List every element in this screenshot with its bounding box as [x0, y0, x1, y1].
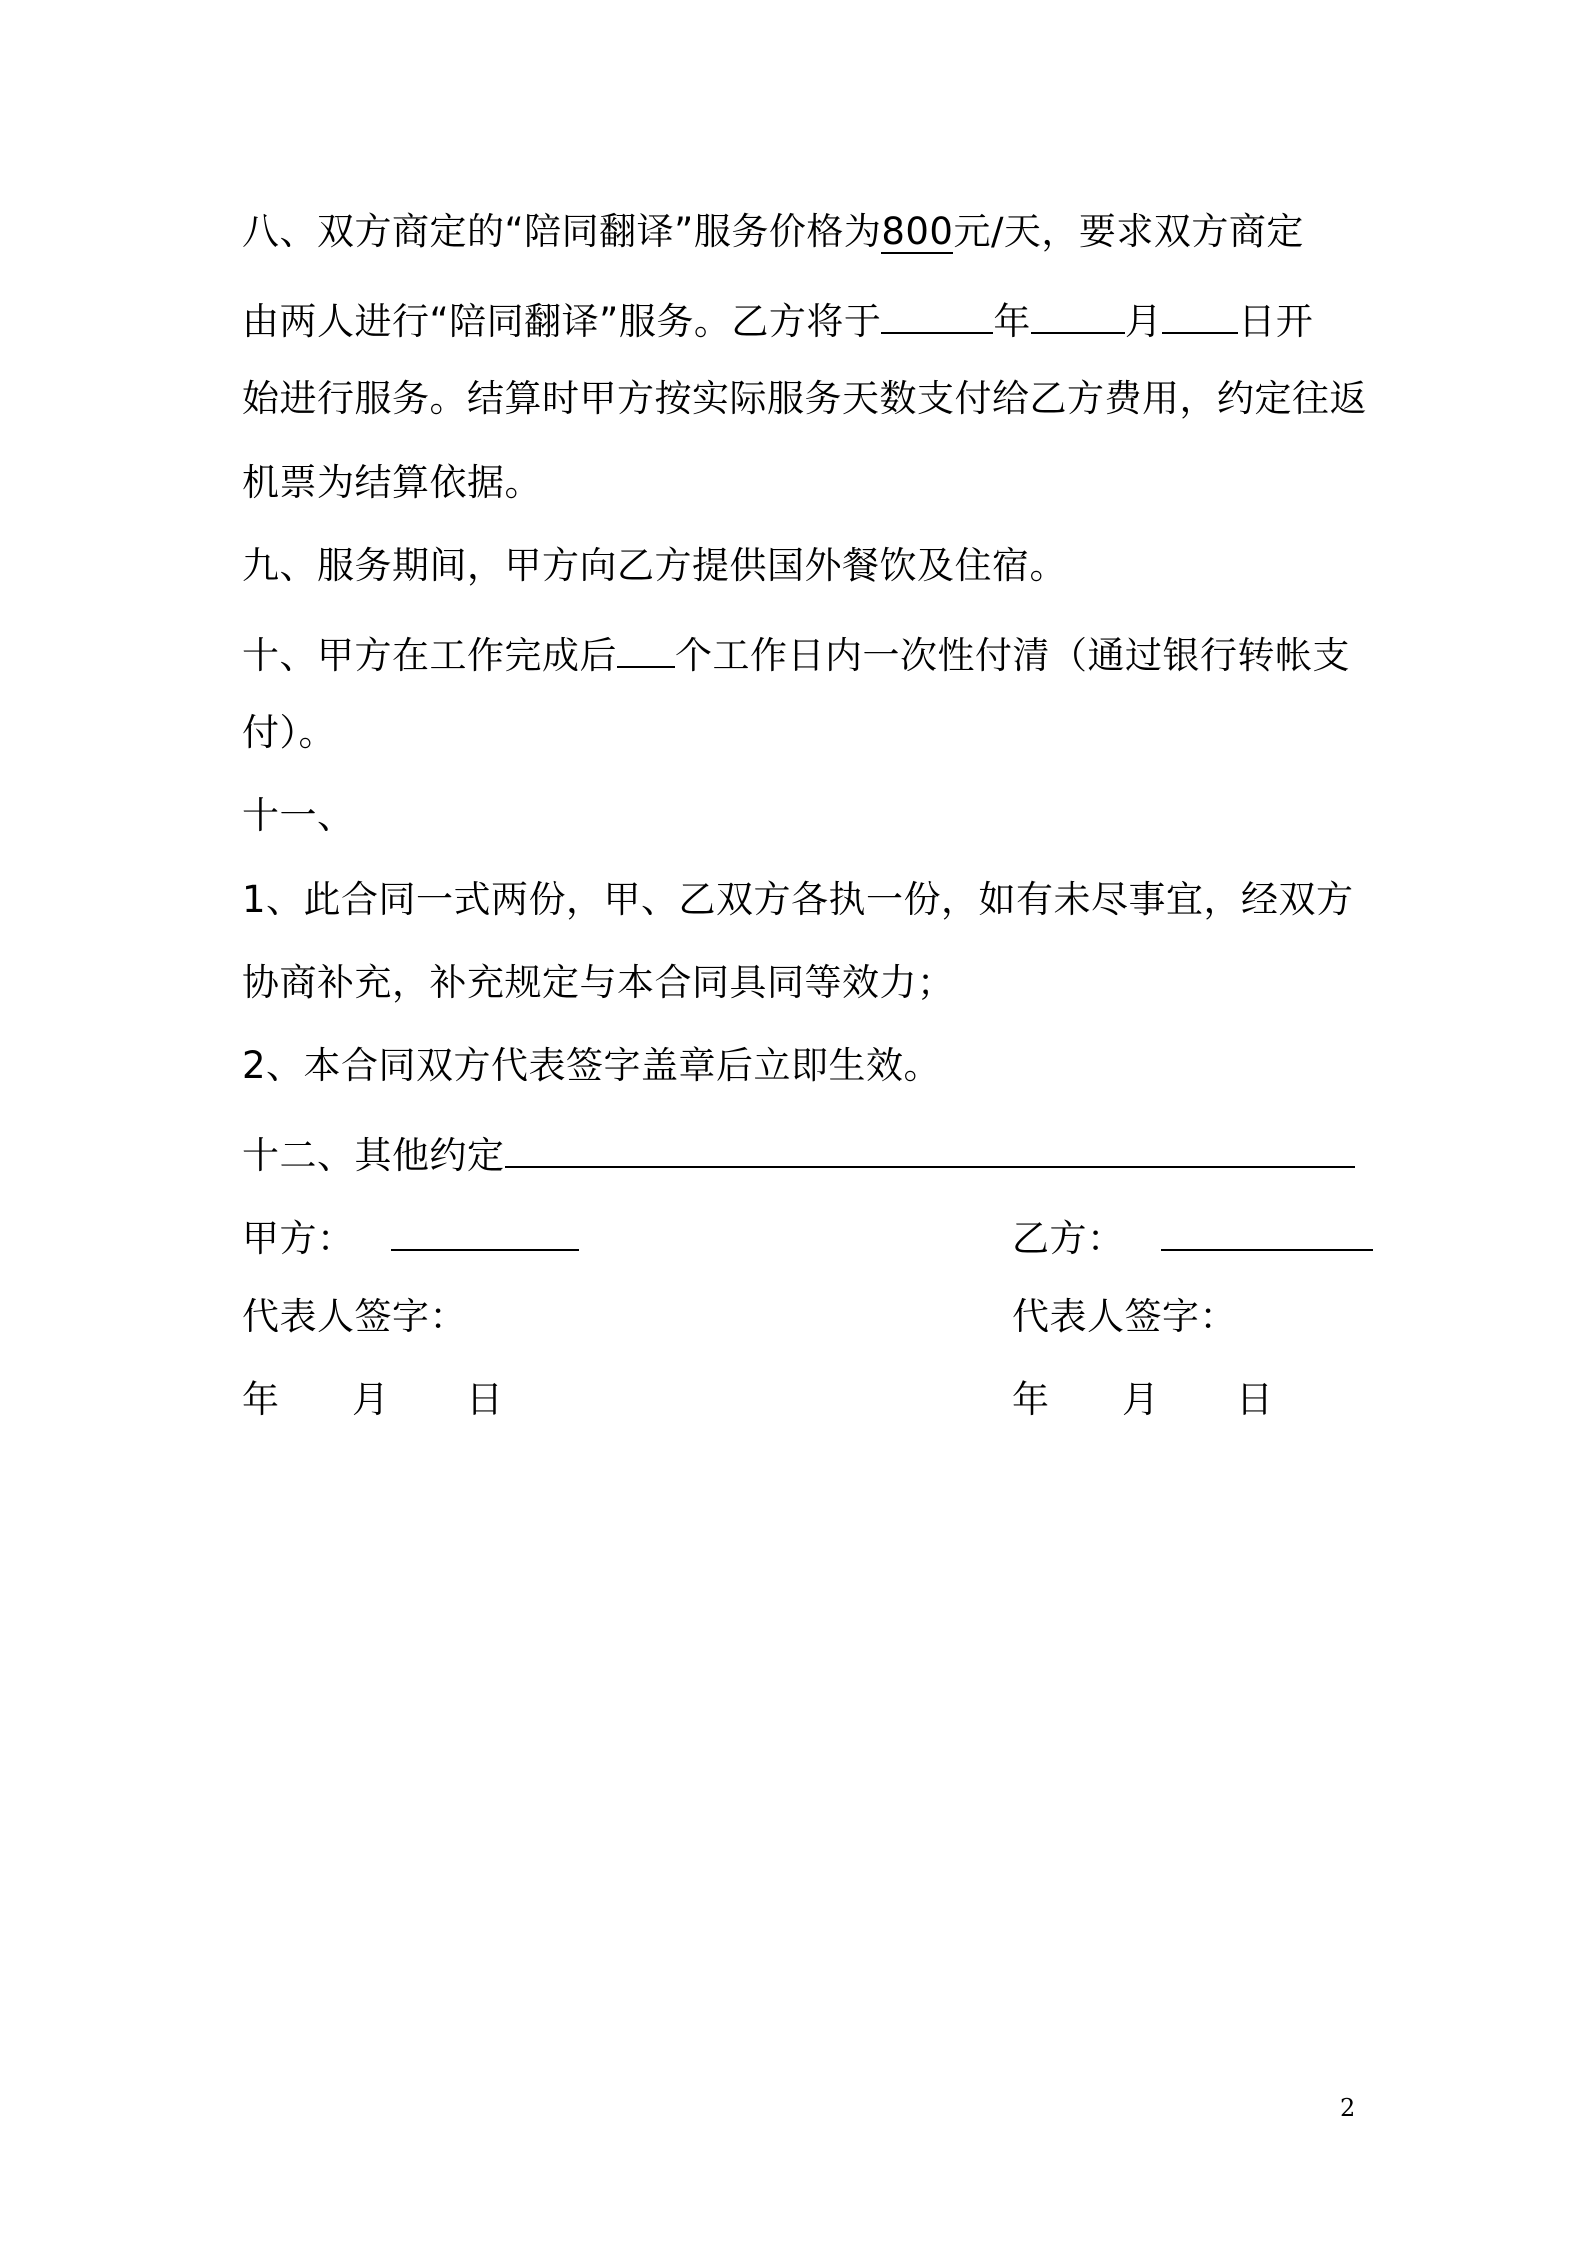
clause-10-line-2: 付）。 — [242, 711, 336, 754]
date-b-year: 年 — [1012, 1378, 1050, 1421]
clause-11-item-2: 2、本合同双方代表签字盖章后立即生效。 — [242, 1044, 942, 1087]
clause-10-text: 十、甲方在工作完成后 — [242, 634, 617, 677]
signature-row-rep — [242, 1293, 1362, 1341]
clause-8-text: 元/天，要求双方商定 — [953, 210, 1304, 253]
clause-11-item-1-line-2: 协商补充，补充规定与本合同具同等效力； — [242, 961, 955, 1004]
month-label: 月 — [1124, 300, 1163, 343]
date-a-day: 日 — [466, 1378, 504, 1421]
party-b-group — [1012, 1209, 1373, 1263]
other-terms-blank — [505, 1126, 1355, 1168]
page-number: 2 — [1340, 2094, 1356, 2122]
clause-10-text: 个工作日内一次性付清（通过银行转帐支 — [675, 634, 1350, 677]
party-a-blank — [391, 1209, 579, 1251]
clause-9: 九、服务期间，甲方向乙方提供国外餐饮及住宿。 — [242, 544, 1067, 587]
party-a-label: 甲方： — [242, 1217, 355, 1260]
year-label: 年 — [993, 300, 1031, 343]
rep-a-label: 代表人签字： — [242, 1295, 467, 1338]
party-b-blank — [1161, 1209, 1373, 1251]
date-b-month: 月 — [1122, 1378, 1160, 1421]
clause-8-line-4: 机票为结算依据。 — [242, 461, 542, 504]
date-a-year: 年 — [242, 1378, 280, 1421]
date-a-month: 月 — [352, 1378, 390, 1421]
start-month-blank — [1031, 292, 1125, 334]
rep-b-label: 代表人签字： — [1012, 1295, 1237, 1338]
start-year-blank — [881, 292, 993, 334]
day-label: 日开 — [1238, 300, 1314, 343]
clause-12 — [242, 1126, 1362, 1180]
clause-11-item-1-line-1: 1、此合同一式两份，甲、乙双方各执一份，如有未尽事宜，经双方 — [242, 878, 1354, 921]
clause-8-line-1 — [242, 208, 1362, 256]
party-b-label: 乙方： — [1012, 1217, 1125, 1260]
start-day-blank — [1162, 292, 1238, 334]
workdays-blank — [617, 626, 675, 668]
clause-10-line-1 — [242, 626, 1362, 680]
signature-row-party — [242, 1209, 1362, 1263]
clause-8-line-3: 始进行服务。结算时甲方按实际服务天数支付给乙方费用，约定往返 — [242, 377, 1367, 420]
clause-8-text: 由两人进行“陪同翻译”服务。乙方将于 — [242, 300, 882, 343]
date-b-day: 日 — [1236, 1378, 1274, 1421]
clause-11-heading: 十一、 — [242, 794, 355, 837]
clause-8-line-2 — [242, 292, 1362, 346]
price-field: 800 — [881, 210, 954, 253]
clause-12-label: 十二、其他约定 — [242, 1134, 505, 1177]
clause-8-text: 八、双方商定的“陪同翻译”服务价格为 — [242, 210, 882, 253]
